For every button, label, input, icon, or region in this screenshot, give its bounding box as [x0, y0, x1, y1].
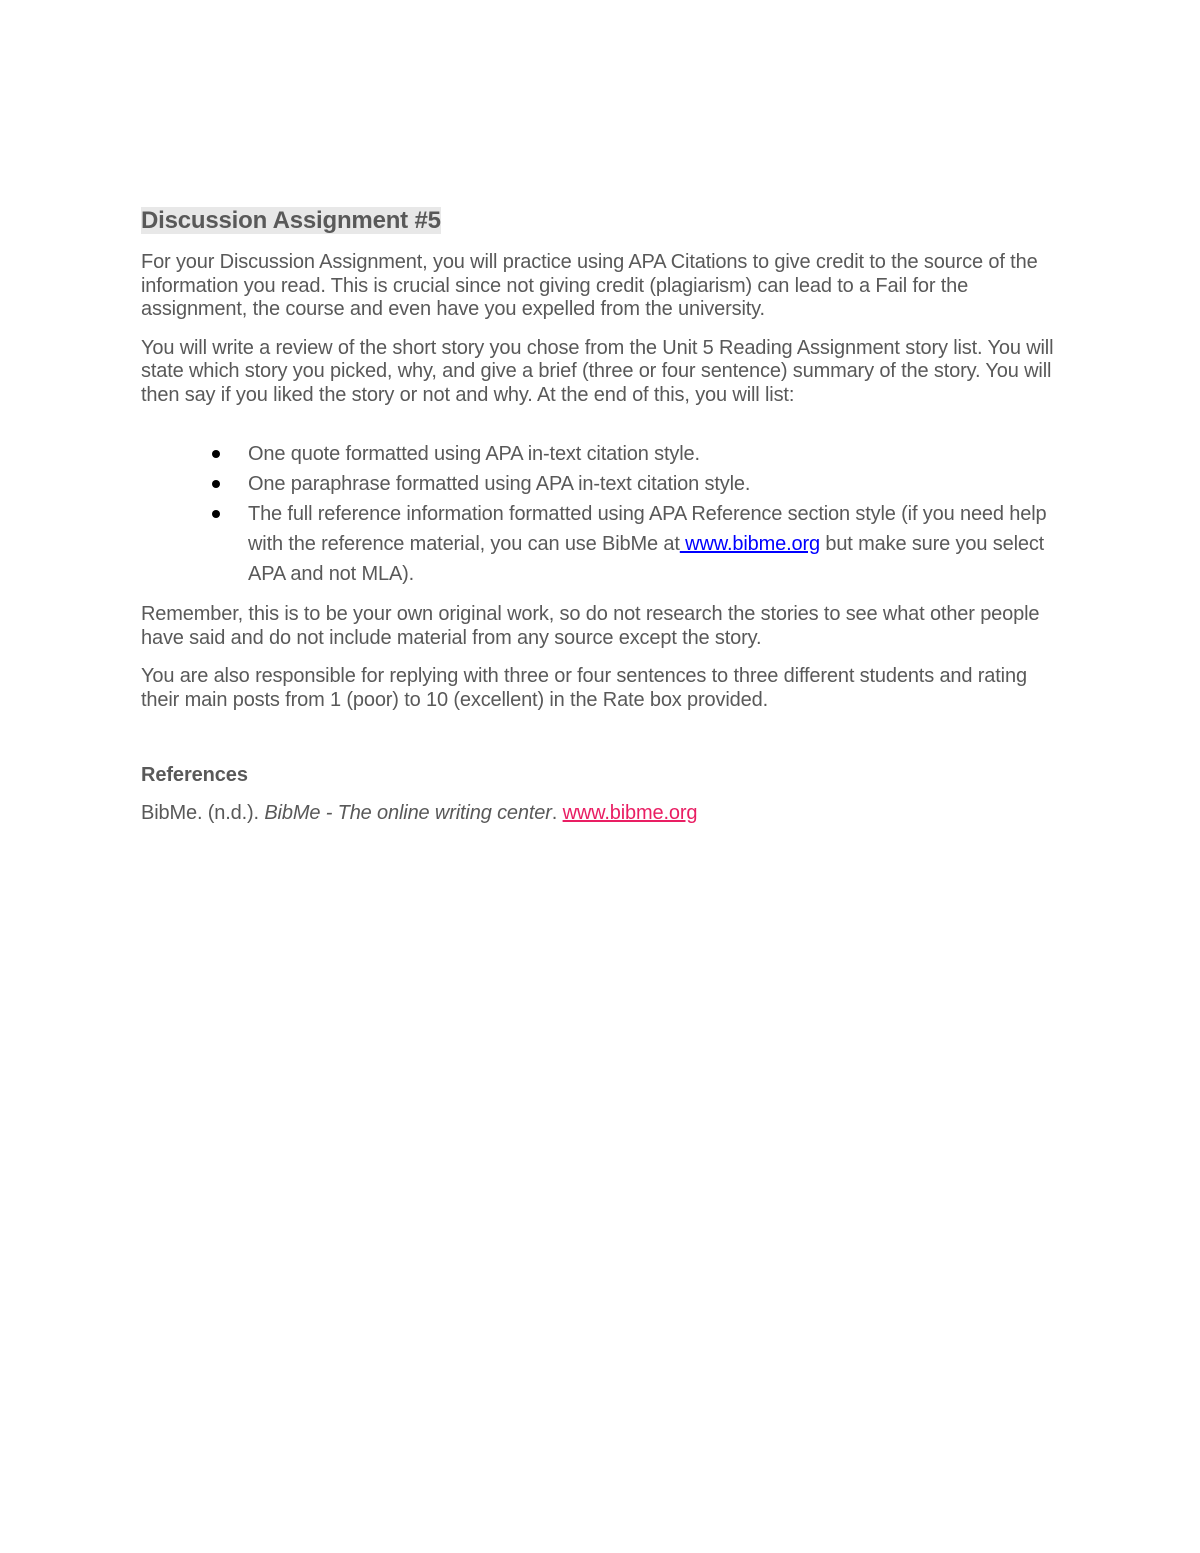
reference-title: BibMe - The online writing center	[264, 802, 552, 824]
bullet-icon	[212, 510, 220, 518]
instructions-paragraph: You will write a review of the short story you chose from the Unit 5 Reading Assignment story list. You will state which story you picked, why, and give a brief (three or four sentence) summary of the story. You will then say if you liked the story or not and why. At the end of this, you will list:	[141, 336, 1054, 406]
list-item	[248, 499, 1061, 589]
bullet-icon	[212, 450, 220, 458]
document-title-text: Discussion Assignment #5	[141, 207, 441, 234]
document-title	[141, 205, 1061, 237]
references-heading: References	[141, 764, 248, 786]
list-item-text-tail: but make sure you select APA and not MLA).	[248, 533, 1045, 585]
reference-link[interactable]: www.bibme.org	[562, 802, 698, 824]
list-item-text: The full reference information formatted using APA Reference section style (if you need help with the reference material, you can use BibMe at	[248, 503, 1047, 555]
reference-separator: .	[551, 802, 563, 824]
requirements-list	[141, 439, 1061, 589]
list-item-text: One quote formatted using APA in-text citation style.	[248, 443, 700, 465]
bullet-icon	[212, 480, 220, 488]
document-body	[141, 205, 1061, 826]
list-item	[248, 469, 1061, 499]
bibme-link[interactable]: www.bibme.org	[679, 533, 820, 555]
reference-author: BibMe. (n.d.).	[141, 802, 265, 824]
replies-paragraph: You are also responsible for replying with three or four sentences to three different students and rating their main posts from 1 (poor) to 10 (excellent) in the Rate box provided.	[141, 665, 1027, 711]
intro-paragraph: For your Discussion Assignment, you will practice using APA Citations to give credit to the source of the information you read. This is crucial since not giving credit (plagiarism) can lead to a Fail for the assignment, the course and even have you expelled from the university.	[141, 251, 1038, 320]
reference-entry	[141, 800, 1061, 826]
list-item-text: One paraphrase formatted using APA in-text citation style.	[248, 473, 751, 495]
originality-paragraph: Remember, this is to be your own original work, so do not research the stories to see what other people have said and do not include material from any source except the story.	[141, 603, 1040, 649]
list-item	[248, 439, 1061, 469]
